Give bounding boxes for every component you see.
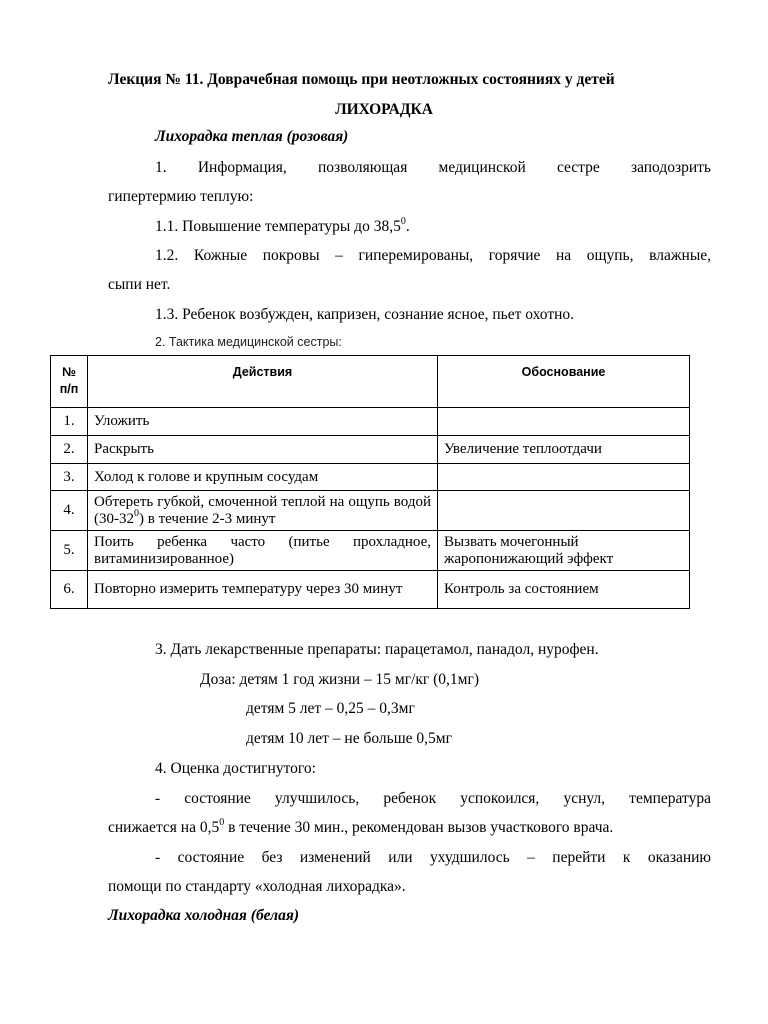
row-num: 2. [51, 436, 88, 464]
row-action: Холод к голове и крупным сосудам [88, 464, 438, 491]
table-row [51, 531, 690, 571]
row-reason [438, 464, 690, 491]
row-action: Повторно измерить температуру через 30 минут [88, 571, 438, 609]
degree-sup: 0 [400, 215, 406, 227]
dose-line-2: детям 5 лет – 0,25 – 0,3мг [246, 700, 415, 717]
dose-line-3: детям 10 лет – не больше 0,5мг [246, 730, 452, 747]
table-row [51, 436, 690, 464]
row-num: 1. [51, 408, 88, 436]
warm-fever-heading: Лихорадка теплая (розовая) [155, 128, 349, 145]
info-item-1-end: . [405, 218, 410, 235]
assessment-p2-line2: помощи по стандарту «холодная лихорадка». [108, 878, 406, 895]
info-item-1-text: 1.1. Повышение температуры до 38,5 [155, 218, 401, 235]
degree-sup: 0 [134, 507, 139, 519]
cold-fever-heading: Лихорадка холодная (белая) [108, 907, 300, 924]
info-item-3: 1.3. Ребенок возбужден, капризен, сознание ясное, пьет охотно. [155, 306, 575, 323]
tactics-caption: 2. Тактика медицинской сестры: [155, 335, 342, 349]
drugs-line: 3. Дать лекарственные препараты: парацетамол, панадол, нурофен. [155, 641, 599, 658]
info-item-2-line1: 1.2. Кожные покровы – гиперемированы, горячие на ощупь, влажные, [155, 247, 711, 264]
assessment-p1-line1: - состояние улучшилось, ребенок успокоился, уснул, температура [155, 790, 711, 807]
info-heading-line1: 1. Информация, позволяющая медицинской сестре заподозрить [155, 159, 711, 176]
lecture-title: Лекция № 11. Доврачебная помощь при неотложных состояниях у детей [108, 71, 615, 88]
header-action: Действия [88, 356, 438, 408]
table-header-row [51, 356, 690, 408]
row-action-text: Обтереть губкой, смоченной теплой на ощупь водой (30-32 [94, 493, 431, 527]
info-item-2-line2: сыпи нет. [108, 276, 171, 293]
row-reason: Увеличение теплоотдачи [438, 436, 690, 464]
row-action: Уложить [88, 408, 438, 436]
table-row [51, 571, 690, 609]
assessment-p1-text-end: в течение 30 мин., рекомендован вызов участкового врача. [224, 819, 614, 836]
row-action: Раскрыть [88, 436, 438, 464]
tactics-table [50, 355, 690, 609]
row-num: 5. [51, 531, 88, 571]
degree-sup: 0 [219, 816, 225, 828]
row-reason: Контроль за состоянием [438, 571, 690, 609]
row-reason [438, 491, 690, 531]
assessment-p1-line2 [108, 818, 613, 838]
info-item-1 [155, 217, 410, 237]
table-row [51, 408, 690, 436]
header-num: № п/п [51, 356, 88, 408]
row-num: 4. [51, 491, 88, 531]
table-row [51, 464, 690, 491]
row-num: 6. [51, 571, 88, 609]
assessment-p1-text: снижается на 0,5 [108, 819, 220, 836]
section-title: ЛИХОРАДКА [335, 101, 433, 118]
info-heading-line2: гипертермию теплую: [108, 188, 254, 205]
header-reason: Обоснование [438, 356, 690, 408]
row-action: Поить ребенка часто (питье прохладное, витаминизированное) [88, 531, 438, 571]
row-action-text-end: ) в течение 2-3 минут [139, 510, 276, 527]
assessment-heading: 4. Оценка достигнутого: [155, 760, 316, 777]
row-reason [438, 408, 690, 436]
row-action [88, 491, 438, 531]
row-reason: Вызвать мочегонный жаропонижающий эффект [438, 531, 690, 571]
table-row [51, 491, 690, 531]
dose-line-1: Доза: детям 1 год жизни – 15 мг/кг (0,1мг) [200, 671, 480, 688]
row-num: 3. [51, 464, 88, 491]
assessment-p2-line1: - состояние без изменений или ухудшилось – перейти к оказанию [155, 849, 711, 866]
